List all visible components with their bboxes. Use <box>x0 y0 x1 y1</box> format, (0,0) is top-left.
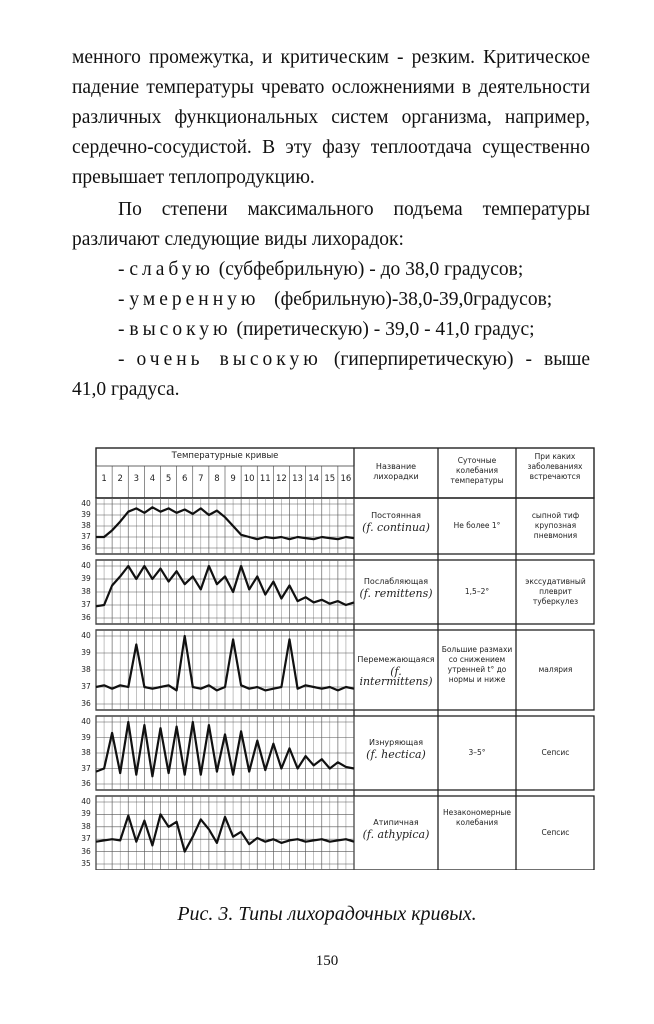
disease-list: Сепсис <box>541 748 570 757</box>
daily-variation: 1,5–2° <box>464 587 490 596</box>
disease-list: Сепсис <box>541 828 570 837</box>
day-label: 14 <box>308 474 320 484</box>
scale-label: 40 <box>81 797 91 806</box>
day-label: 16 <box>340 474 352 484</box>
disease-list: сыпной тиф крупозная пневмония <box>531 511 580 540</box>
scale-label: 38 <box>81 748 91 757</box>
daily-variation: Незакономерные колебания <box>443 808 511 827</box>
day-label: 15 <box>324 474 336 484</box>
day-label: 5 <box>165 474 172 484</box>
figure-caption: Рис. 3. Типы лихорадочных кривых. <box>177 903 477 925</box>
scale-label: 40 <box>81 631 91 640</box>
fever-latin-name: (f. athypica) <box>362 828 430 841</box>
scale-label: 36 <box>81 699 91 708</box>
fever-latin-name: (f. intermittens) <box>359 665 433 688</box>
disease-list: экссудативный плеврит туберкулез <box>525 577 586 606</box>
scale-label: 36 <box>81 779 91 788</box>
scale-label: 36 <box>81 613 91 622</box>
scale-label: 38 <box>81 587 91 596</box>
day-label: 13 <box>292 474 303 484</box>
day-label: 11 <box>259 474 271 484</box>
scale-label: 37 <box>81 600 91 609</box>
header-name: Название лихорадки <box>373 462 419 481</box>
daily-variation: Большие размахи со снижением утренней t° до нормы и ниже <box>441 645 513 684</box>
scale-label: 37 <box>81 532 91 541</box>
daily-variation: Не более 1° <box>453 521 501 530</box>
daily-variation: 3–5° <box>468 748 486 757</box>
body-text <box>72 43 590 405</box>
fever-name: Послабляющая <box>363 577 429 586</box>
list-item: - высокую (пиретическую) - 39,0 - 41,0 градус; <box>118 319 535 340</box>
scale-label: 37 <box>81 682 91 691</box>
day-label: 10 <box>243 474 255 484</box>
fever-name: Атипичная <box>373 818 419 827</box>
scale-label: 40 <box>81 561 91 570</box>
scale-label: 40 <box>81 499 91 508</box>
scale-label: 38 <box>81 821 91 831</box>
header-diseases: При каких заболеваниях встречаются <box>527 452 583 481</box>
page-number: 150 <box>315 953 339 969</box>
scale-label: 36 <box>81 846 91 856</box>
fever-name: Перемежающаяся <box>357 655 435 664</box>
scale-label: 37 <box>81 834 91 844</box>
fever-curves-figure <box>76 438 596 870</box>
day-label: 6 <box>181 474 188 484</box>
scale-label: 39 <box>81 510 91 519</box>
header-curves: Температурные кривые <box>171 451 279 461</box>
day-label: 12 <box>276 474 287 484</box>
day-label: 4 <box>149 474 156 484</box>
scale-label: 39 <box>81 574 91 583</box>
day-label: 3 <box>133 474 140 484</box>
paragraph-2: По степени максимального подъема температуры различают следующие виды лихорадок: <box>72 199 590 250</box>
fever-curves-table <box>76 438 596 870</box>
scale-label: 39 <box>81 732 91 742</box>
scale-label: 37 <box>81 763 91 773</box>
fever-latin-name: (f. continua) <box>362 521 430 534</box>
scale-label: 39 <box>81 648 91 657</box>
scale-label: 35 <box>81 859 91 868</box>
fever-name: Изнуряющая <box>368 738 424 747</box>
day-label: 9 <box>230 474 236 484</box>
disease-list: малярия <box>538 665 573 674</box>
scale-label: 39 <box>81 809 91 819</box>
day-label: 8 <box>214 474 220 484</box>
list-item: - умеренную (фебрильную)-38,0-39,0градусов; <box>118 289 553 310</box>
day-label: 7 <box>198 474 204 484</box>
header-daily: Суточные колебания температуры <box>450 456 504 485</box>
fever-name: Постоянная <box>371 511 421 520</box>
list-item: - слабую (субфебрильную) - до 38,0 градусов; <box>118 259 524 280</box>
fever-latin-name: (f. remittens) <box>359 587 433 600</box>
day-label: 1 <box>101 474 107 484</box>
scale-label: 38 <box>81 665 91 674</box>
scale-label: 38 <box>81 521 91 530</box>
list-item: - очень высокую (гиперпиретическую) - выше 41,0 градуса. <box>72 349 591 400</box>
scale-label: 40 <box>81 717 91 726</box>
day-label: 2 <box>117 474 123 484</box>
scale-label: 36 <box>81 543 91 552</box>
fever-latin-name: (f. hectica) <box>366 748 426 761</box>
paragraph-1: менного промежутка, и критическим - резким. Критическое падение температуры чревато осложнениями в деятельности различных функциональных систем организма, например, сердечно-сосудистой. В эту фазу теплоотдача существенно превышает теплопродукцию. <box>72 47 590 188</box>
